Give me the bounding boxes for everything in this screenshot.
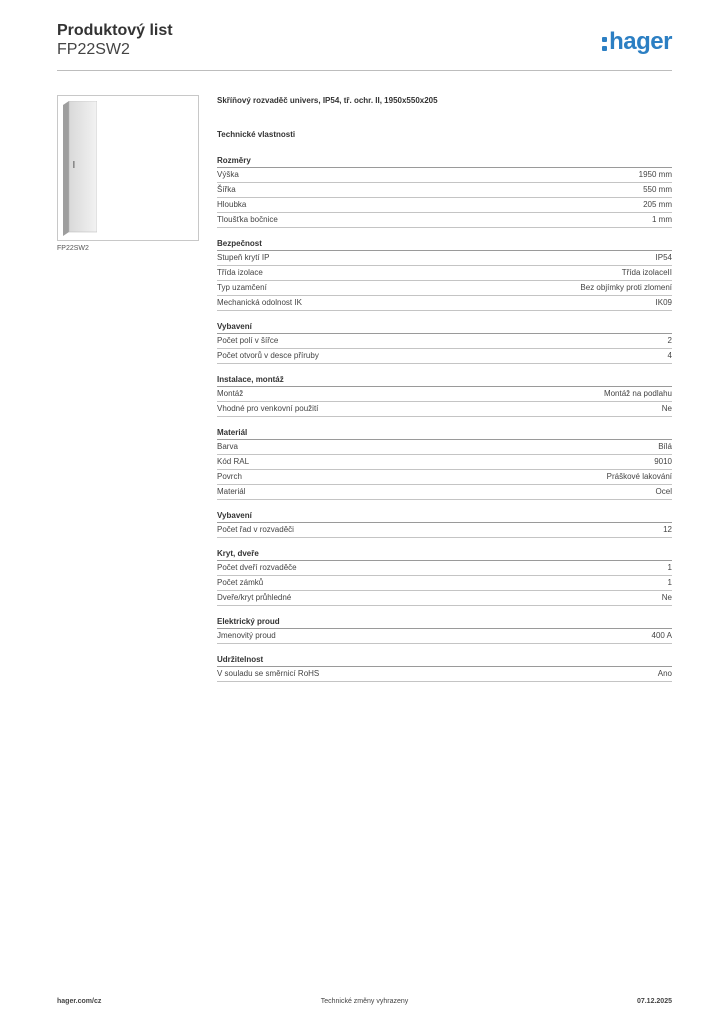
spec-value: 1 mm xyxy=(652,215,672,224)
spec-label: Počet otvorů v desce příruby xyxy=(217,351,319,360)
spec-label: Počet polí v šířce xyxy=(217,336,279,345)
spec-label: Barva xyxy=(217,442,238,451)
spec-label: V souladu se směrnicí RoHS xyxy=(217,669,320,678)
spec-row xyxy=(217,213,672,228)
spec-label: Tloušťka bočnice xyxy=(217,215,278,224)
spec-group xyxy=(217,510,672,538)
spec-row xyxy=(217,440,672,455)
spec-label: Materiál xyxy=(217,487,246,496)
group-title: Instalace, montáž xyxy=(217,374,672,387)
spec-label: Povrch xyxy=(217,472,242,481)
spec-group xyxy=(217,427,672,500)
spec-label: Typ uzamčení xyxy=(217,283,267,292)
spec-value: 550 mm xyxy=(643,185,672,194)
spec-value: 1 xyxy=(667,563,672,572)
spec-label: Výška xyxy=(217,170,239,179)
spec-row xyxy=(217,402,672,417)
spec-group xyxy=(217,238,672,311)
group-title: Rozměry xyxy=(217,155,672,168)
spec-row xyxy=(217,183,672,198)
spec-group xyxy=(217,155,672,228)
hager-logo xyxy=(602,28,672,56)
spec-value: Ocel xyxy=(655,487,672,496)
image-caption: FP22SW2 xyxy=(57,245,89,252)
product-code: FP22SW2 xyxy=(57,41,130,58)
spec-value: Třída izolaceII xyxy=(621,268,672,277)
group-title: Materiál xyxy=(217,427,672,440)
group-title: Kryt, dveře xyxy=(217,548,672,561)
spec-row xyxy=(217,281,672,296)
spec-value: Ne xyxy=(661,593,672,602)
group-title: Elektrický proud xyxy=(217,616,672,629)
spec-value: Bílá xyxy=(658,442,672,451)
spec-row xyxy=(217,251,672,266)
group-title: Vybavení xyxy=(217,321,672,334)
spec-group xyxy=(217,548,672,606)
spec-label: Montáž xyxy=(217,389,244,398)
spec-row xyxy=(217,455,672,470)
spec-label: Jmenovitý proud xyxy=(217,631,276,640)
spec-value: Ano xyxy=(657,669,672,678)
page-header xyxy=(57,20,672,71)
spec-row xyxy=(217,485,672,500)
spec-value: Ne xyxy=(661,404,672,413)
spec-value: IK09 xyxy=(655,298,672,307)
spec-content xyxy=(217,96,672,682)
cabinet-image xyxy=(63,101,97,236)
spec-label: Dveře/kryt průhledné xyxy=(217,593,292,602)
page-title: Produktový list xyxy=(57,22,173,39)
spec-value: 205 mm xyxy=(643,200,672,209)
logo-text: hager xyxy=(609,28,672,55)
footer-date: 07.12.2025 xyxy=(636,998,672,1005)
product-title: Skříňový rozvaděč univers, IP54, tř. ochr. II, 1950x550x205 xyxy=(217,96,438,105)
spec-label: Třída izolace xyxy=(217,268,263,277)
group-title: Vybavení xyxy=(217,510,672,523)
spec-value: Montáž na podlahu xyxy=(603,389,672,398)
spec-value: 1 xyxy=(667,578,672,587)
spec-row xyxy=(217,523,672,538)
spec-row xyxy=(217,266,672,281)
spec-value: IP54 xyxy=(655,253,672,262)
spec-group xyxy=(217,654,672,682)
spec-value: 400 A xyxy=(651,631,672,640)
spec-row xyxy=(217,561,672,576)
spec-value: Práškové lakování xyxy=(606,472,672,481)
spec-label: Hloubka xyxy=(217,200,247,209)
group-title: Bezpečnost xyxy=(217,238,672,251)
spec-row xyxy=(217,168,672,183)
spec-value: 9010 xyxy=(654,457,672,466)
spec-row xyxy=(217,591,672,606)
spec-label: Kód RAL xyxy=(217,457,250,466)
spec-row xyxy=(217,334,672,349)
spec-row xyxy=(217,576,672,591)
spec-value: Bez objímky proti zlomení xyxy=(580,283,672,292)
spec-group xyxy=(217,321,672,364)
spec-value: 12 xyxy=(663,525,672,534)
spec-group xyxy=(217,374,672,417)
spec-row xyxy=(217,470,672,485)
spec-label: Stupeň krytí IP xyxy=(217,253,270,262)
spec-value: 4 xyxy=(667,351,672,360)
spec-row xyxy=(217,629,672,644)
spec-label: Počet dveří rozvaděče xyxy=(217,563,297,572)
group-title: Udržitelnost xyxy=(217,654,672,667)
spec-row xyxy=(217,387,672,402)
spec-label: Mechanická odolnost IK xyxy=(217,298,302,307)
logo-dots-icon xyxy=(602,37,607,51)
section-title: Technické vlastnosti xyxy=(217,130,296,139)
footer-note: Technické změny vyhrazeny xyxy=(320,998,409,1005)
spec-label: Počet zámků xyxy=(217,578,264,587)
spec-row xyxy=(217,667,672,682)
product-image-frame xyxy=(57,95,199,241)
spec-row xyxy=(217,198,672,213)
spec-row xyxy=(217,296,672,311)
spec-value: 1950 mm xyxy=(638,170,672,179)
spec-group xyxy=(217,616,672,644)
footer-website: hager.com/cz xyxy=(57,998,102,1005)
spec-row xyxy=(217,349,672,364)
spec-label: Šířka xyxy=(217,185,236,194)
spec-groups xyxy=(217,155,672,682)
spec-label: Počet řad v rozvaděči xyxy=(217,525,294,534)
spec-value: 2 xyxy=(667,336,672,345)
spec-label: Vhodné pro venkovní použití xyxy=(217,404,319,413)
